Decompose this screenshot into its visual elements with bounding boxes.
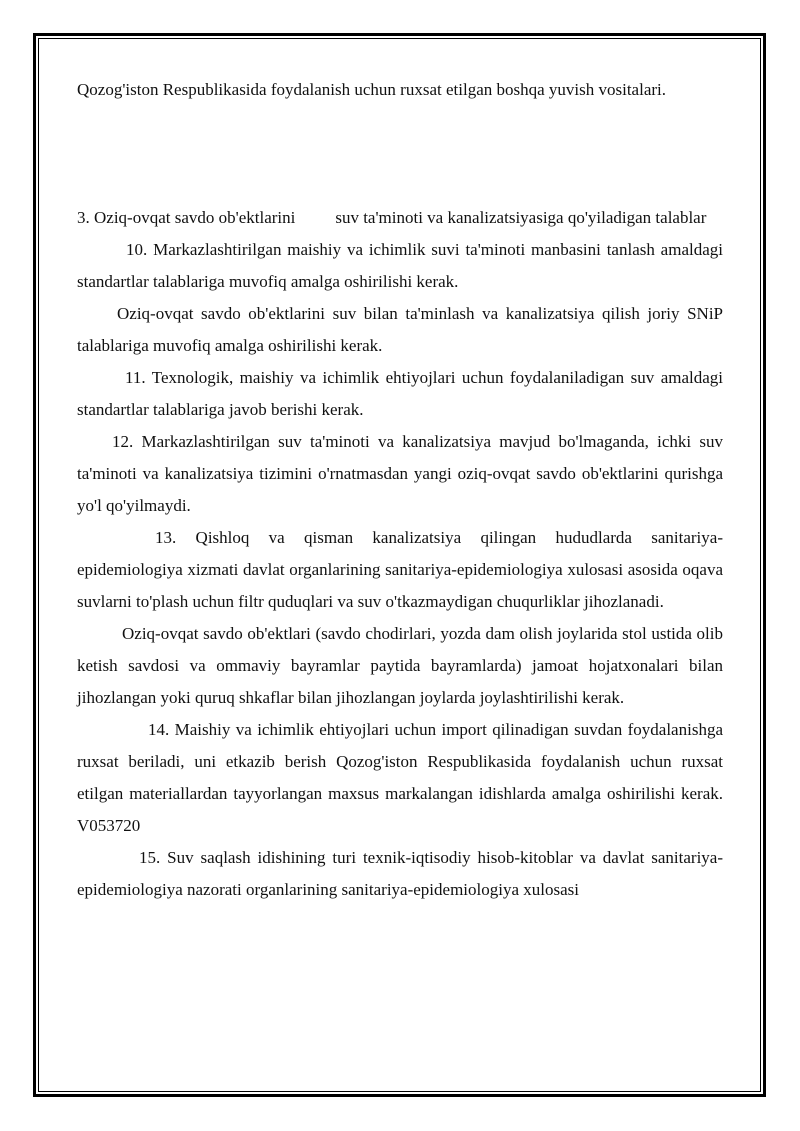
paragraph-10-sub: Oziq-ovqat savdo ob'ektlarini suv bilan ta'minlash va kanalizatsiya qilish joriy SNiP talablariga muvofiq amalga oshirilishi kerak. bbox=[77, 304, 723, 355]
paragraph-14: 14. Maishiy va ichimlik ehtiyojlari uchun import qilinadigan suvdan foydalanishga ruxsat beriladi, uni etkazib berish Qozog'iston Respublikasida foydalanish uchun ruxsat etilgan materiallardan tayyorlangan maxsus markalangan idishlarda amalga oshirilishi kerak. V053720 bbox=[77, 720, 723, 835]
paragraph-13-sub: Oziq-ovqat savdo ob'ektlari (savdo chodirlari, yozda dam olish joylarida stol ustida olib ketish savdosi va ommaviy bayramlar paytida bayramlarda) jamoat hojatxonalari bilan jihozlangan yoki quruq shkaflar bilan jihozlangan joylarda joylashtirilishi kerak. bbox=[77, 624, 723, 707]
section-heading bbox=[77, 202, 723, 234]
section-spacer bbox=[77, 106, 723, 202]
document-body bbox=[77, 74, 723, 906]
intro-paragraph: Qozog'iston Respublikasida foydalanish uchun ruxsat etilgan boshqa yuvish vositalari. bbox=[77, 80, 666, 99]
paragraph-12: 12. Markazlashtirilgan suv ta'minoti va kanalizatsiya mavjud bo'lmaganda, ichki suv ta'minoti va kanalizatsiya tizimini o'rnatmasdan yangi oziq-ovqat savdo ob'ektlarini qurishga yo'l qo'yilmaydi. bbox=[77, 432, 723, 515]
section-heading-part1: 3. Oziq-ovqat savdo ob'ektlarini bbox=[77, 208, 296, 227]
section-heading-part2: suv ta'minoti va kanalizatsiyasiga qo'yiladigan talablar bbox=[335, 208, 707, 227]
paragraph-11: 11. Texnologik, maishiy va ichimlik ehtiyojlari uchun foydalaniladigan suv amaldagi standartlar talablariga javob berishi kerak. bbox=[77, 368, 723, 419]
paragraph-10: 10. Markazlashtirilgan maishiy va ichimlik suvi ta'minoti manbasini tanlash amaldagi standartlar talablariga muvofiq amalga oshirilishi kerak. bbox=[77, 240, 723, 291]
paragraph-15: 15. Suv saqlash idishining turi texnik-iqtisodiy hisob-kitoblar va davlat sanitariya-epidemiologiya nazorati organlarining sanitariya-epidemiologiya xulosasi bbox=[77, 848, 723, 899]
paragraph-13: 13. Qishloq va qisman kanalizatsiya qilingan hududlarda sanitariya-epidemiologiya xizmati davlat organlarining sanitariya-epidemiologiya xulosasi asosida oqava suvlarni to'plash uchun filtr quduqlari va suv o'tkazmaydigan chuqurliklar jihozlanadi. bbox=[77, 528, 723, 611]
